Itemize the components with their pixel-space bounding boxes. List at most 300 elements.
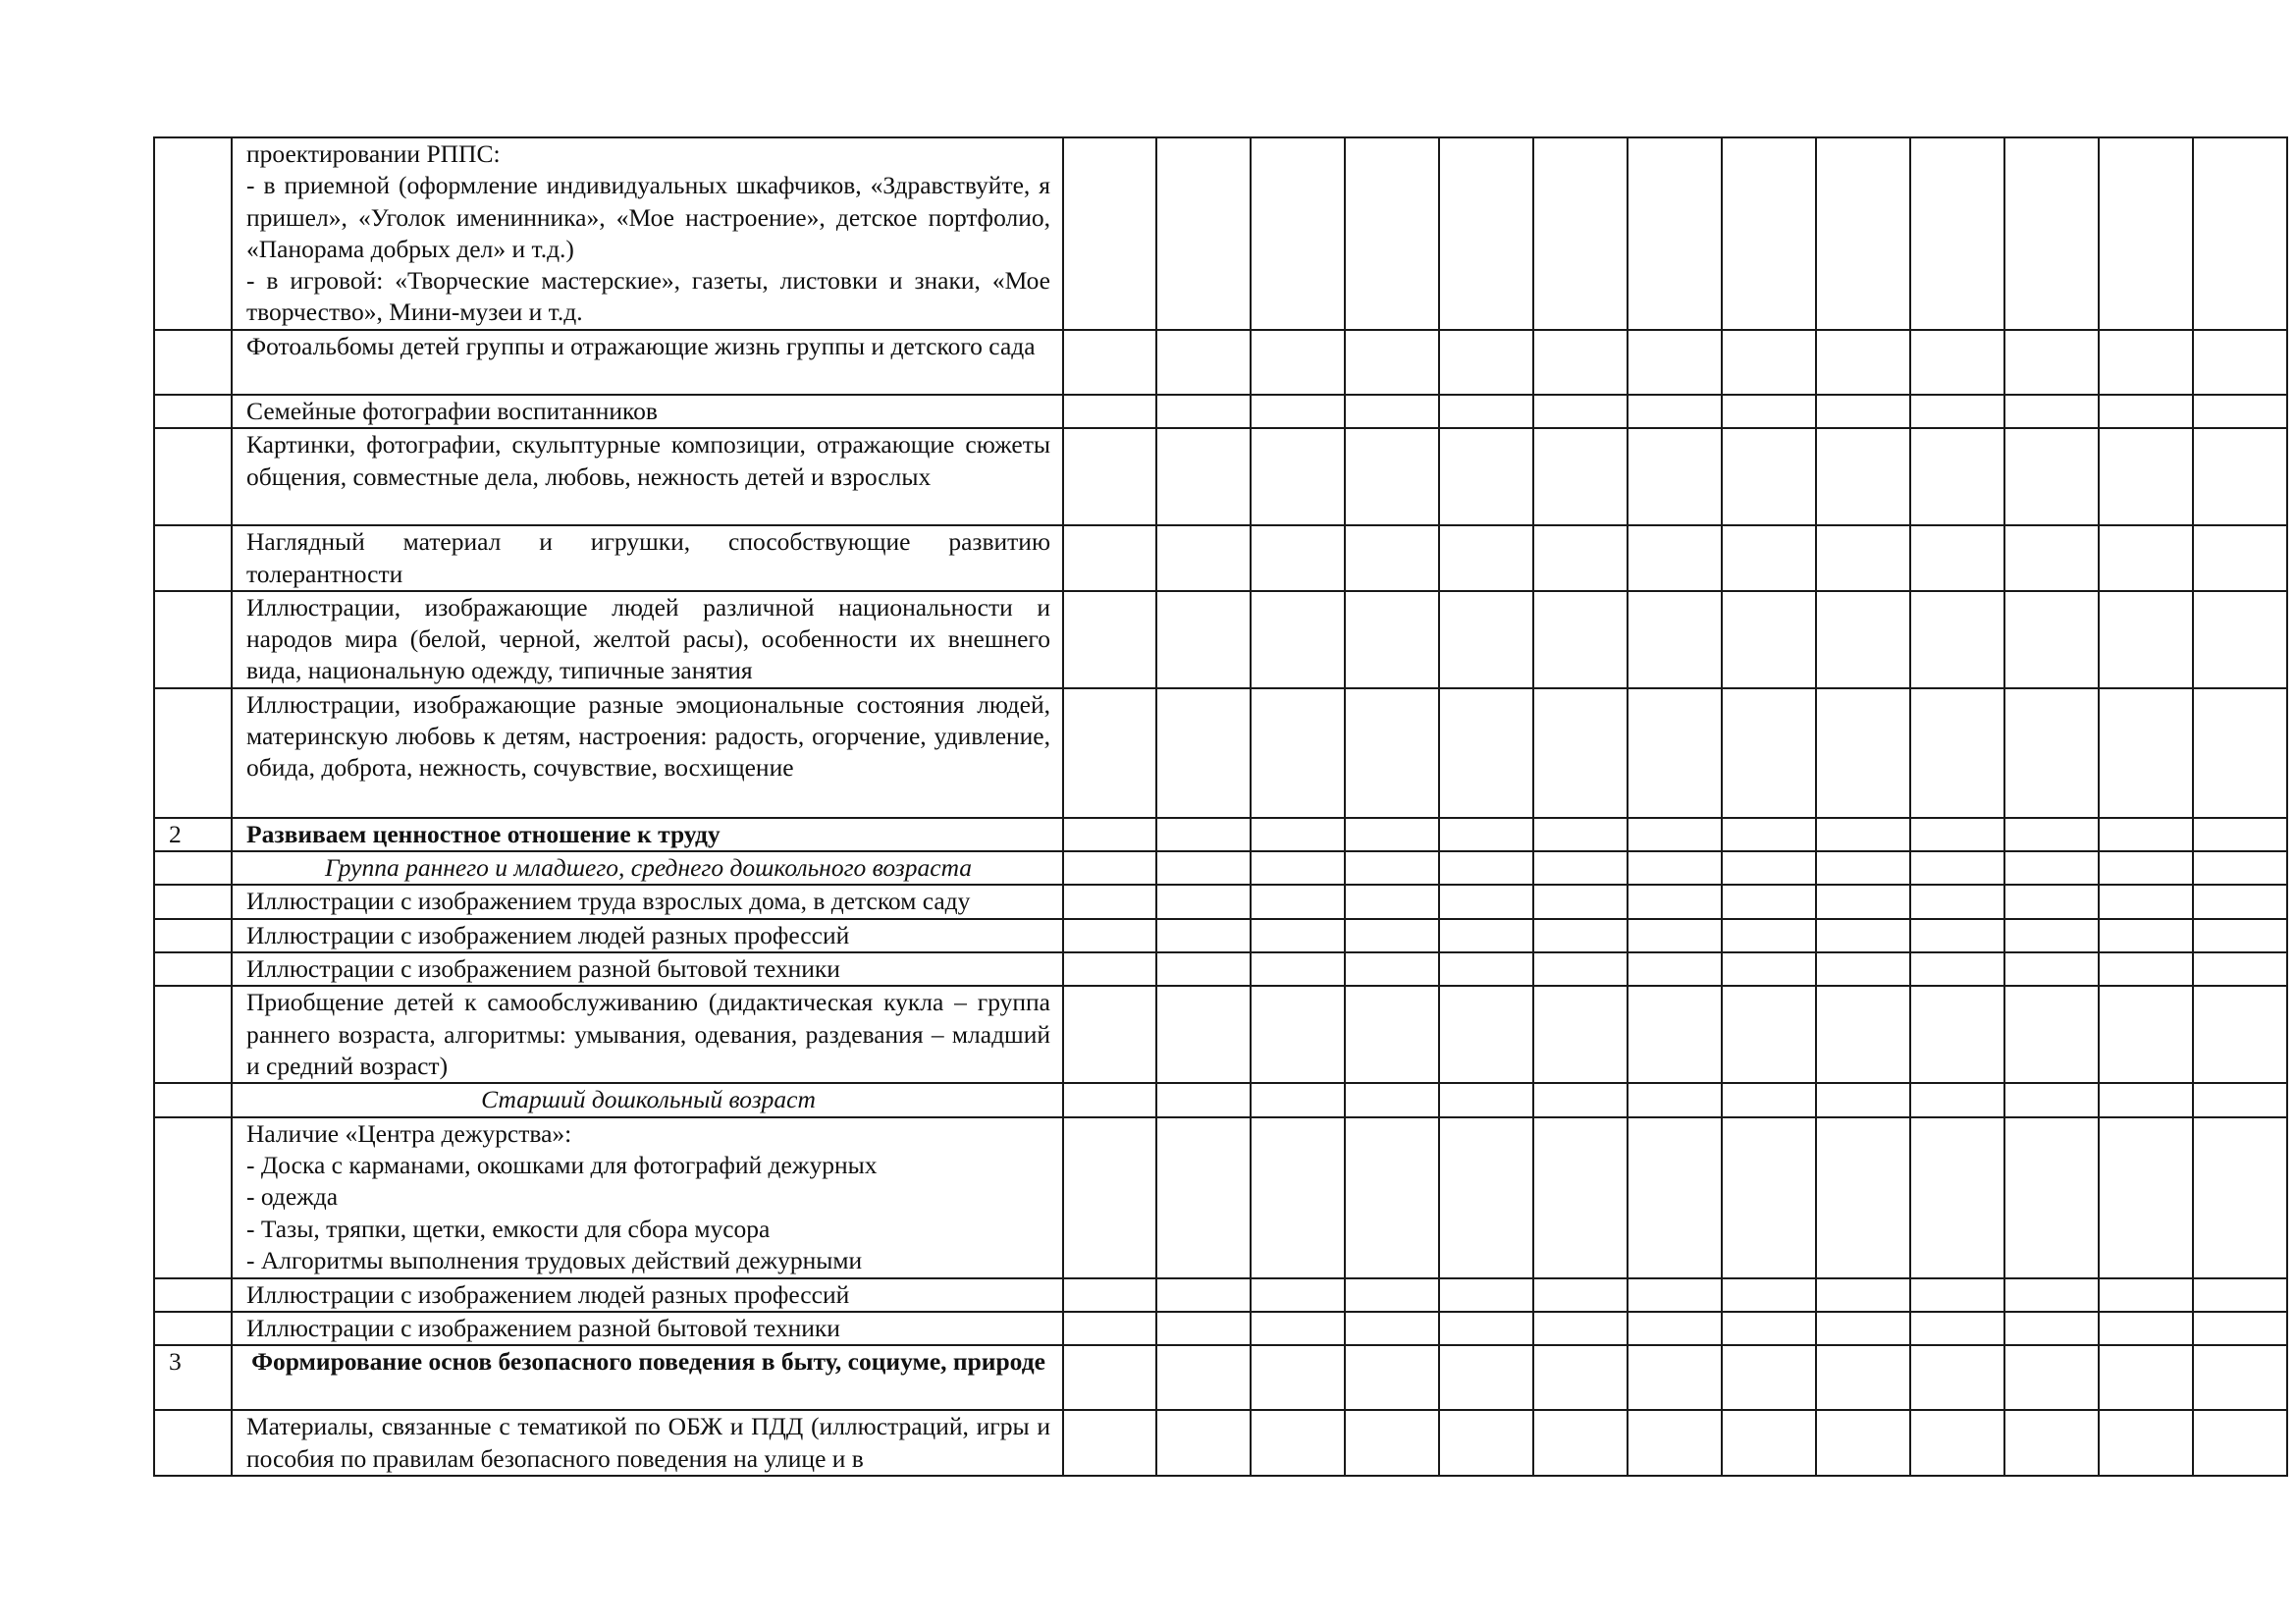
empty-cell	[1156, 1278, 1251, 1312]
cell-text-line: Материалы, связанные с тематикой по ОБЖ и ПДД (иллюстраций, игры и пособия по правилам безопасного поведения на улице и в	[246, 1412, 1050, 1473]
row-text-cell	[232, 1312, 1063, 1345]
empty-cell	[1156, 986, 1251, 1083]
empty-cell	[1439, 688, 1533, 818]
empty-cell	[1345, 395, 1439, 428]
empty-cell	[1345, 818, 1439, 851]
empty-cell	[1063, 1345, 1156, 1410]
empty-cell	[1345, 1083, 1439, 1116]
table-row	[154, 1117, 2287, 1278]
empty-cell	[1063, 1083, 1156, 1116]
empty-cell	[1628, 986, 1722, 1083]
table-row	[154, 1410, 2287, 1476]
empty-cell	[1722, 952, 1816, 986]
empty-cell	[1722, 428, 1816, 525]
table-row	[154, 1312, 2287, 1345]
empty-cell	[2004, 1117, 2099, 1278]
empty-cell	[1533, 330, 1628, 395]
empty-cell	[2099, 428, 2193, 525]
empty-cell	[1533, 986, 1628, 1083]
empty-cell	[1156, 428, 1251, 525]
cell-text-line: Наличие «Центра дежурства»:	[246, 1118, 572, 1148]
empty-cell	[2193, 1117, 2287, 1278]
cell-text-line: Наглядный материал и игрушки, способствующие развитию толерантности	[246, 527, 1050, 588]
empty-cell	[2099, 395, 2193, 428]
empty-cell	[1439, 952, 1533, 986]
empty-cell	[1156, 688, 1251, 818]
table-row	[154, 919, 2287, 952]
row-number-cell	[154, 885, 232, 918]
empty-cell	[1722, 1312, 1816, 1345]
empty-cell	[2193, 330, 2287, 395]
empty-cell	[1251, 1117, 1345, 1278]
empty-cell	[1063, 428, 1156, 525]
cell-text-line: - Алгоритмы выполнения трудовых действий дежурными	[246, 1245, 863, 1274]
empty-cell	[2193, 525, 2287, 591]
empty-cell	[1816, 137, 1910, 330]
empty-cell	[2004, 986, 2099, 1083]
empty-cell	[1628, 591, 1722, 688]
empty-cell	[2193, 1410, 2287, 1476]
empty-cell	[2099, 1278, 2193, 1312]
row-number-cell	[154, 137, 232, 330]
row-text-cell	[232, 851, 1063, 885]
empty-cell	[2004, 851, 2099, 885]
empty-cell	[1439, 525, 1533, 591]
cell-text-line: Старший дошкольный возраст	[481, 1085, 816, 1114]
empty-cell	[1533, 952, 1628, 986]
row-text-cell	[232, 330, 1063, 395]
empty-cell	[1533, 919, 1628, 952]
empty-cell	[1816, 330, 1910, 395]
empty-cell	[1628, 137, 1722, 330]
empty-cell	[1628, 395, 1722, 428]
empty-cell	[2099, 818, 2193, 851]
empty-cell	[1251, 1345, 1345, 1410]
empty-cell	[2099, 1410, 2193, 1476]
empty-cell	[1816, 919, 1910, 952]
empty-cell	[1345, 330, 1439, 395]
empty-cell	[1156, 1083, 1251, 1116]
empty-cell	[1628, 851, 1722, 885]
empty-cell	[1910, 395, 2004, 428]
cell-text-line: Фотоальбомы детей группы и отражающие жизнь группы и детского сада	[246, 332, 1036, 360]
row-text-cell	[232, 591, 1063, 688]
cell-text-line: Иллюстрации с изображением людей разных профессий	[246, 1279, 850, 1309]
empty-cell	[1156, 395, 1251, 428]
empty-cell	[2004, 1312, 2099, 1345]
empty-cell	[2099, 525, 2193, 591]
cell-text-line: Семейные фотографии воспитанников	[246, 397, 658, 425]
cell-text-line: Картинки, фотографии, скульптурные композиции, отражающие сюжеты общения, совместные дела, любовь, нежность детей и взрослых	[246, 430, 1050, 491]
empty-cell	[1251, 591, 1345, 688]
empty-cell	[2004, 1345, 2099, 1410]
table-body	[154, 137, 2287, 1476]
table-row	[154, 1278, 2287, 1312]
empty-cell	[1816, 395, 1910, 428]
empty-cell	[1533, 1117, 1628, 1278]
empty-cell	[1628, 1278, 1722, 1312]
empty-cell	[1722, 986, 1816, 1083]
empty-cell	[1910, 428, 2004, 525]
table-row	[154, 1345, 2287, 1410]
empty-cell	[1533, 1083, 1628, 1116]
empty-cell	[2099, 591, 2193, 688]
empty-cell	[2004, 395, 2099, 428]
empty-cell	[2004, 525, 2099, 591]
empty-cell	[1910, 885, 2004, 918]
empty-cell	[1439, 1345, 1533, 1410]
empty-cell	[1533, 885, 1628, 918]
row-number-cell	[154, 919, 232, 952]
empty-cell	[1628, 885, 1722, 918]
empty-cell	[1816, 818, 1910, 851]
empty-cell	[1816, 851, 1910, 885]
table-row	[154, 1083, 2287, 1116]
empty-cell	[2099, 919, 2193, 952]
row-number-cell	[154, 1117, 232, 1278]
empty-cell	[2193, 688, 2287, 818]
cell-text-line: Иллюстрации с изображением разной бытовой техники	[246, 954, 840, 984]
empty-cell	[1816, 1312, 1910, 1345]
table-row	[154, 591, 2287, 688]
empty-cell	[1345, 525, 1439, 591]
empty-cell	[1251, 137, 1345, 330]
row-number-cell	[154, 591, 232, 688]
table-row	[154, 330, 2287, 395]
row-number-cell	[154, 395, 232, 428]
table-row	[154, 986, 2287, 1083]
row-text-cell	[232, 137, 1063, 330]
empty-cell	[2193, 395, 2287, 428]
empty-cell	[1910, 851, 2004, 885]
empty-cell	[1816, 1410, 1910, 1476]
empty-cell	[1722, 818, 1816, 851]
cell-text-line: Иллюстрации с изображением людей разных профессий	[246, 920, 850, 949]
cell-text-line: Иллюстрации с изображением разной бытовой техники	[246, 1313, 840, 1342]
empty-cell	[1722, 1410, 1816, 1476]
empty-cell	[1251, 330, 1345, 395]
empty-cell	[1063, 1312, 1156, 1345]
table-row	[154, 818, 2287, 851]
empty-cell	[1156, 851, 1251, 885]
row-number-cell	[154, 1083, 232, 1116]
empty-cell	[1910, 1083, 2004, 1116]
empty-cell	[2099, 885, 2193, 918]
empty-cell	[1439, 137, 1533, 330]
empty-cell	[1816, 428, 1910, 525]
empty-cell	[1628, 1410, 1722, 1476]
empty-cell	[1628, 1345, 1722, 1410]
empty-cell	[1910, 952, 2004, 986]
row-text-cell	[232, 952, 1063, 986]
empty-cell	[1345, 1312, 1439, 1345]
row-number-cell	[154, 330, 232, 395]
empty-cell	[1063, 986, 1156, 1083]
table-row	[154, 428, 2287, 525]
cell-text-line: Приобщение детей к самообслуживанию (дидактическая кукла – группа раннего возраста, алгоритмы: умывания, одевания, раздевания – младший и средний возраст)	[246, 988, 1050, 1080]
empty-cell	[1345, 885, 1439, 918]
empty-cell	[1722, 919, 1816, 952]
empty-cell	[2193, 818, 2287, 851]
empty-cell	[1345, 137, 1439, 330]
empty-cell	[2004, 818, 2099, 851]
empty-cell	[1156, 919, 1251, 952]
empty-cell	[2193, 885, 2287, 918]
row-text-cell	[232, 1278, 1063, 1312]
empty-cell	[1251, 986, 1345, 1083]
empty-cell	[1063, 591, 1156, 688]
empty-cell	[2004, 330, 2099, 395]
empty-cell	[2004, 591, 2099, 688]
empty-cell	[1816, 952, 1910, 986]
empty-cell	[2193, 1278, 2287, 1312]
row-text-cell	[232, 986, 1063, 1083]
empty-cell	[2099, 1312, 2193, 1345]
empty-cell	[1910, 1117, 2004, 1278]
row-text-cell	[232, 1083, 1063, 1116]
empty-cell	[1156, 818, 1251, 851]
empty-cell	[1345, 428, 1439, 525]
empty-cell	[1156, 952, 1251, 986]
empty-cell	[1439, 885, 1533, 918]
empty-cell	[1063, 851, 1156, 885]
empty-cell	[1816, 591, 1910, 688]
empty-cell	[2193, 919, 2287, 952]
empty-cell	[1063, 885, 1156, 918]
empty-cell	[1816, 525, 1910, 591]
empty-cell	[1251, 952, 1345, 986]
empty-cell	[2099, 330, 2193, 395]
empty-cell	[1156, 885, 1251, 918]
empty-cell	[1063, 137, 1156, 330]
empty-cell	[1910, 986, 2004, 1083]
empty-cell	[1533, 818, 1628, 851]
empty-cell	[1910, 1345, 2004, 1410]
empty-cell	[1533, 591, 1628, 688]
empty-cell	[1439, 986, 1533, 1083]
empty-cell	[2099, 851, 2193, 885]
empty-cell	[2004, 952, 2099, 986]
empty-cell	[1251, 885, 1345, 918]
empty-cell	[2193, 1083, 2287, 1116]
empty-cell	[1439, 395, 1533, 428]
empty-cell	[1156, 1345, 1251, 1410]
empty-cell	[1722, 1345, 1816, 1410]
table-row	[154, 688, 2287, 818]
empty-cell	[1722, 1278, 1816, 1312]
empty-cell	[1722, 330, 1816, 395]
empty-cell	[1628, 428, 1722, 525]
empty-cell	[1156, 1410, 1251, 1476]
empty-cell	[2193, 952, 2287, 986]
empty-cell	[1910, 688, 2004, 818]
empty-cell	[1251, 1312, 1345, 1345]
row-text-cell	[232, 525, 1063, 591]
empty-cell	[1063, 919, 1156, 952]
empty-cell	[1063, 952, 1156, 986]
empty-cell	[1251, 919, 1345, 952]
empty-cell	[2193, 1312, 2287, 1345]
empty-cell	[1722, 395, 1816, 428]
table-row	[154, 885, 2287, 918]
empty-cell	[2099, 688, 2193, 818]
row-number-cell: 3	[154, 1345, 232, 1410]
empty-cell	[1628, 525, 1722, 591]
table-row	[154, 525, 2287, 591]
empty-cell	[1439, 1410, 1533, 1476]
empty-cell	[1816, 1117, 1910, 1278]
cell-text-line: - Тазы, тряпки, щетки, емкости для сбора мусора	[246, 1214, 771, 1243]
empty-cell	[1533, 851, 1628, 885]
empty-cell	[1816, 1278, 1910, 1312]
empty-cell	[1251, 1410, 1345, 1476]
row-text-cell	[232, 1410, 1063, 1476]
row-number-cell	[154, 952, 232, 986]
empty-cell	[1533, 525, 1628, 591]
empty-cell	[1628, 330, 1722, 395]
empty-cell	[1439, 1117, 1533, 1278]
empty-cell	[1156, 1117, 1251, 1278]
empty-cell	[1439, 1278, 1533, 1312]
empty-cell	[1910, 330, 2004, 395]
empty-cell	[2004, 688, 2099, 818]
empty-cell	[1910, 818, 2004, 851]
empty-cell	[1251, 688, 1345, 818]
empty-cell	[1628, 919, 1722, 952]
empty-cell	[1910, 919, 2004, 952]
empty-cell	[2193, 1345, 2287, 1410]
row-text-cell	[232, 1345, 1063, 1410]
empty-cell	[2004, 885, 2099, 918]
empty-cell	[1722, 137, 1816, 330]
empty-cell	[1533, 395, 1628, 428]
empty-cell	[1910, 1410, 2004, 1476]
empty-cell	[1910, 591, 2004, 688]
empty-cell	[1439, 330, 1533, 395]
empty-cell	[1439, 851, 1533, 885]
empty-cell	[2004, 919, 2099, 952]
cell-text-line: Иллюстрации, изображающие людей различной национальности и народов мира (белой, черной, желтой расы), особенности их внешнего вида, национальную одежду, типичные занятия	[246, 592, 1050, 685]
row-number-cell	[154, 688, 232, 818]
empty-cell	[1628, 818, 1722, 851]
empty-cell	[1156, 525, 1251, 591]
empty-cell	[1816, 688, 1910, 818]
empty-cell	[1345, 919, 1439, 952]
empty-cell	[1910, 1312, 2004, 1345]
empty-cell	[1345, 591, 1439, 688]
empty-cell	[2004, 137, 2099, 330]
empty-cell	[1345, 688, 1439, 818]
empty-cell	[1439, 818, 1533, 851]
empty-cell	[1628, 688, 1722, 818]
empty-cell	[1628, 1083, 1722, 1116]
empty-cell	[2004, 1410, 2099, 1476]
row-text-cell	[232, 818, 1063, 851]
empty-cell	[1439, 591, 1533, 688]
empty-cell	[1251, 851, 1345, 885]
empty-cell	[1533, 1345, 1628, 1410]
empty-cell	[1533, 428, 1628, 525]
empty-cell	[2004, 1083, 2099, 1116]
empty-cell	[1251, 818, 1345, 851]
row-number-cell	[154, 1278, 232, 1312]
empty-cell	[1910, 1278, 2004, 1312]
empty-cell	[1533, 137, 1628, 330]
cell-text-line: - Доска с карманами, окошками для фотографий дежурных	[246, 1150, 878, 1179]
row-number-cell	[154, 525, 232, 591]
cell-text-line: Группа раннего и младшего, среднего дошкольного возраста	[324, 853, 973, 883]
row-text-cell	[232, 1117, 1063, 1278]
empty-cell	[1251, 1278, 1345, 1312]
empty-cell	[1156, 137, 1251, 330]
empty-cell	[1345, 1278, 1439, 1312]
empty-cell	[2099, 1083, 2193, 1116]
empty-cell	[1345, 986, 1439, 1083]
empty-cell	[1251, 428, 1345, 525]
empty-cell	[1816, 986, 1910, 1083]
empty-cell	[1816, 1345, 1910, 1410]
empty-cell	[1063, 525, 1156, 591]
empty-cell	[2099, 1345, 2193, 1410]
row-text-cell	[232, 885, 1063, 918]
empty-cell	[1063, 1278, 1156, 1312]
table-row	[154, 137, 2287, 330]
empty-cell	[1628, 1312, 1722, 1345]
empty-cell	[1063, 688, 1156, 818]
empty-cell	[1816, 885, 1910, 918]
empty-cell	[2099, 952, 2193, 986]
empty-cell	[1722, 885, 1816, 918]
empty-cell	[1722, 525, 1816, 591]
empty-cell	[1816, 1083, 1910, 1116]
document-table	[153, 136, 2288, 1477]
empty-cell	[1722, 851, 1816, 885]
empty-cell	[2099, 137, 2193, 330]
row-number-cell	[154, 986, 232, 1083]
empty-cell	[1345, 1410, 1439, 1476]
empty-cell	[1439, 1312, 1533, 1345]
table-row	[154, 851, 2287, 885]
cell-text-line: проектировании РППС:	[246, 139, 501, 168]
empty-cell	[2193, 137, 2287, 330]
cell-text-line: Развиваем ценностное отношение к труду	[246, 819, 721, 848]
empty-cell	[1156, 1312, 1251, 1345]
empty-cell	[1251, 525, 1345, 591]
empty-cell	[1063, 1410, 1156, 1476]
empty-cell	[1628, 1117, 1722, 1278]
empty-cell	[1533, 1410, 1628, 1476]
empty-cell	[1063, 1117, 1156, 1278]
row-number-cell	[154, 428, 232, 525]
row-number-cell: 2	[154, 818, 232, 851]
empty-cell	[1156, 591, 1251, 688]
cell-text-line: Иллюстрации, изображающие разные эмоциональные состояния людей, материнскую любовь к детям, настроения: радость, огорчение, удивление, обида, доброта, нежность, сочувствие, восхищение	[246, 689, 1050, 783]
empty-cell	[1345, 851, 1439, 885]
empty-cell	[1533, 1278, 1628, 1312]
cell-text-line: - в приемной (оформление индивидуальных шкафчиков, «Здравствуйте, я пришел», «Уголок именинника», «Мое настроение», детское портфолио, «Панорама добрых дел» и т.д.)	[246, 171, 1050, 263]
empty-cell	[2099, 986, 2193, 1083]
empty-cell	[1345, 1345, 1439, 1410]
table-row	[154, 952, 2287, 986]
row-text-cell	[232, 688, 1063, 818]
empty-cell	[1722, 591, 1816, 688]
empty-cell	[1251, 395, 1345, 428]
empty-cell	[1156, 330, 1251, 395]
cell-text-line: Формирование основ безопасного поведения в быту, социуме, природе	[251, 1347, 1045, 1377]
empty-cell	[1439, 1083, 1533, 1116]
empty-cell	[1910, 137, 2004, 330]
empty-cell	[1533, 688, 1628, 818]
